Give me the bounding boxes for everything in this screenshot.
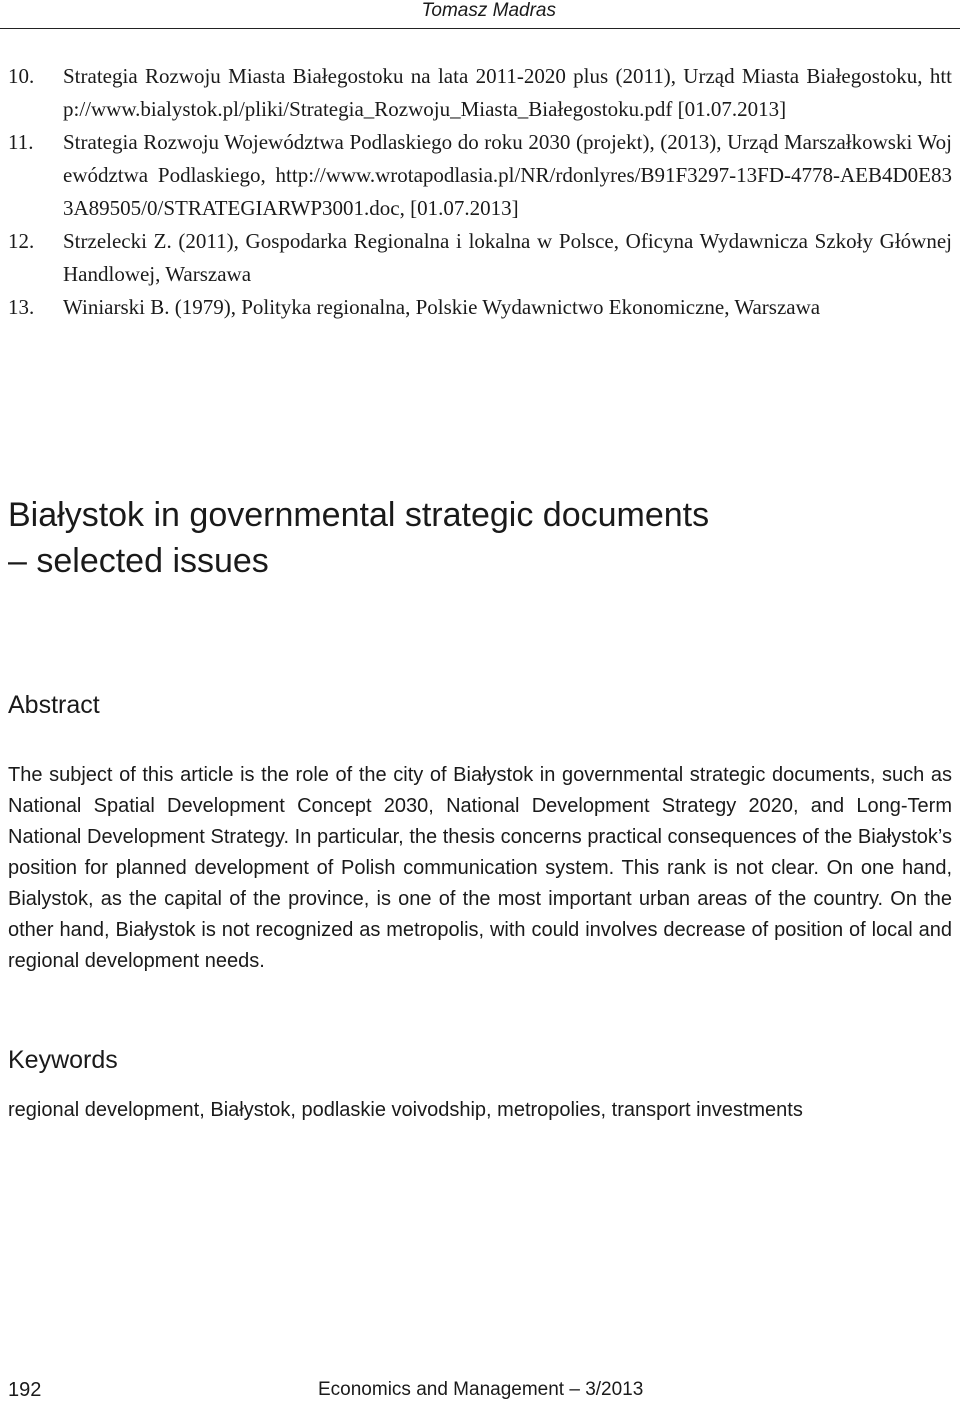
reference-text: Strategia Rozwoju Miasta Białegostoku na lata 2011-2020 plus (2011), Urząd Miasta Białegostoku, http://www.bialystok.pl/pliki/Strategia_Rozwoju_Miasta_Białegostoku.pdf [01.07.2013]: [63, 64, 952, 121]
running-head-author: Tomasz Madras: [421, 0, 556, 21]
reference-item: [8, 60, 952, 126]
keywords-text: regional development, Białystok, podlaskie voivodship, metropolies, transport investments: [8, 1099, 803, 1121]
header-rule: [0, 28, 960, 29]
abstract-heading: Abstract: [8, 691, 100, 719]
reference-number: 12.: [8, 229, 35, 253]
reference-text: Winiarski B. (1979), Polityka regionalna, Polskie Wydawnictwo Ekonomiczne, Warszawa: [63, 295, 821, 319]
article-title-line-2: – selected issues: [8, 542, 269, 580]
reference-item: [8, 225, 952, 291]
reference-item: [8, 126, 952, 225]
reference-item: [8, 291, 952, 324]
page-number: 192: [8, 1379, 42, 1401]
keywords-heading: Keywords: [8, 1046, 118, 1074]
reference-text: Strzelecki Z. (2011), Gospodarka Regionalna i lokalna w Polsce, Oficyna Wydawnicza Szkoły Głównej Handlowej, Warszawa: [63, 229, 952, 286]
abstract-text: The subject of this article is the role of the city of Białystok in governmental strategic documents, such as National Spatial Development Concept 2030, National Development Strategy 2020, and Long-Term National Development Strategy. In particular, the thesis concerns practical consequences of the Białystok’s position for planned development of Polish communication system. This rank is not clear. On one hand, Bialystok, as the capital of the province, is one of the most important urban areas of the country. On the other hand, Białystok is not recognized as metropolis, with could involves decrease of position of local and regional development needs.: [8, 764, 952, 972]
reference-number: 10.: [8, 64, 35, 88]
article-title: [8, 492, 952, 584]
article-title-line-1: Białystok in governmental strategic documents: [8, 496, 710, 534]
reference-number: 13.: [8, 295, 35, 319]
reference-list: [8, 60, 952, 324]
reference-number: 11.: [8, 130, 34, 154]
reference-text: Strategia Rozwoju Województwa Podlaskiego do roku 2030 (projekt), (2013), Urząd Marszałkowski Województwa Podlaskiego, http://www.wrotapodlasia.pl/NR/rdonlyres/B91F3297-13FD-4778-AEB4D0E833A89505/0/STRATEGIARWP3001.doc, [01.07.2013]: [63, 130, 952, 220]
journal-footer: Economics and Management – 3/2013: [318, 1379, 644, 1400]
